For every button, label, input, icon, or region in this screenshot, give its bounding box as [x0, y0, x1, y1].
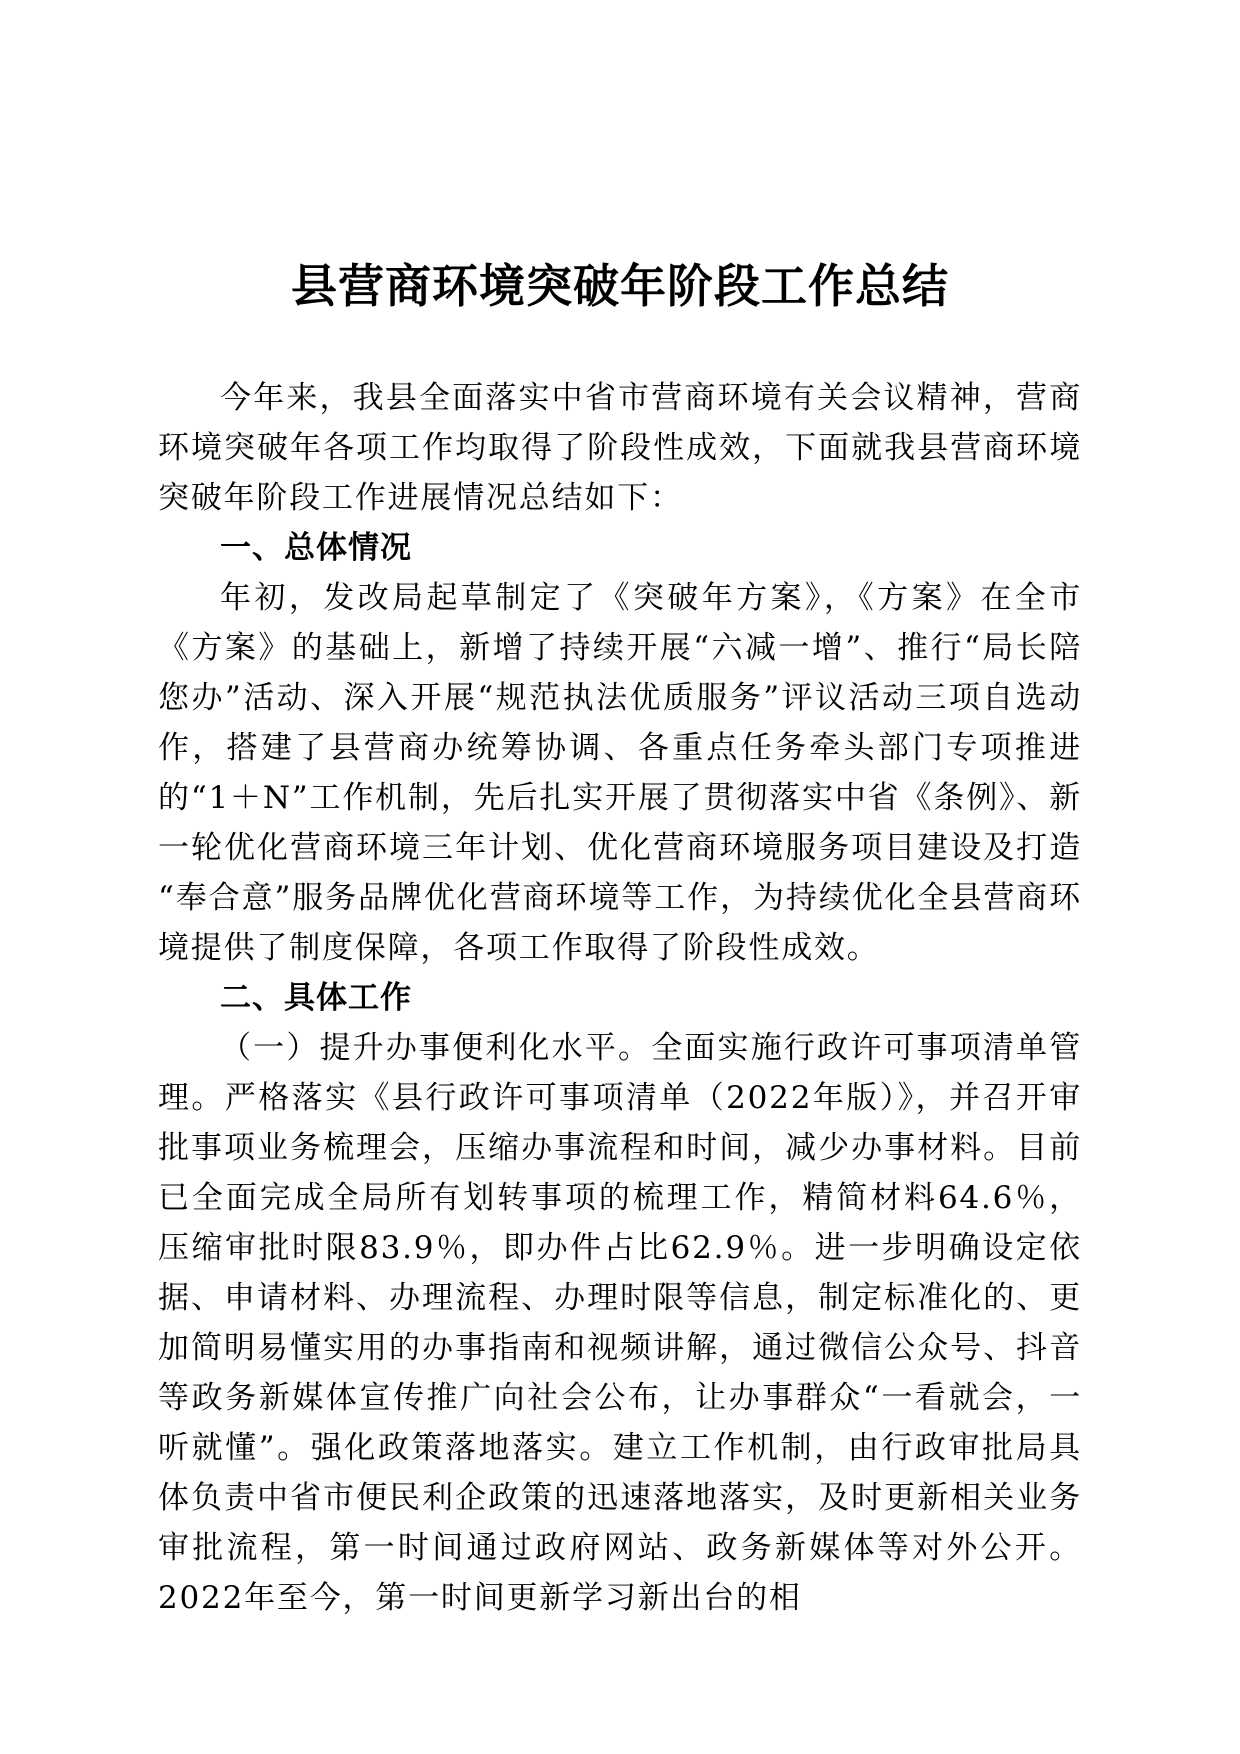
document-title: 县营商环境突破年阶段工作总结: [291, 259, 949, 313]
section-heading-overview: 一、总体情况: [220, 530, 412, 566]
item-lead-convenience: （一）提升办事便利化水平。: [220, 1030, 652, 1066]
section-heading-specific-work: 二、具体工作: [220, 980, 412, 1016]
intro-paragraph: 今年来，我县全面落实中省市营商环境有关会议精神，营商环境突破年各项工作均取得了阶段性成效，下面就我县营商环境突破年阶段工作进展情况总结如下：: [158, 380, 1082, 516]
item-body-convenience: 全面实施行政许可事项清单管理。严格落实《县行政许可事项清单（2022年版）》，并召开审批事项业务梳理会，压缩办事流程和时间，减少办事材料。目前已全面完成全局所有划转事项的梳理工作，精简材料64.6％，压缩审批时限83.9％，即办件占比62.9％。进一步明确设定依据、申请材料、办理流程、办理时限等信息，制定标准化的、更加简明易懂实用的办事指南和视频讲解，通过微信公众号、抖音等政务新媒体宣传推广向社会公布，让办事群众“一看就会，一听就懂”。强化政策落地落实。建立工作机制，由行政审批局具体负责中省市便民利企政策的迅速落地落实，及时更新相关业务审批流程，第一时间通过政府网站、政务新媒体等对外公开。2022年至今，第一时间更新学习新出台的相: [158, 1030, 1082, 1616]
document-body: [158, 373, 1082, 1623]
overview-paragraph: 年初，发改局起草制定了《突破年方案》，《方案》在全市《方案》的基础上，新增了持续开展“六减一增”、推行“局长陪您办”活动、深入开展“规范执法优质服务”评议活动三项自选动作，搭建了县营商办统筹协调、各重点任务牵头部门专项推进的“1＋N”工作机制，先后扎实开展了贯彻落实中省《条例》、新一轮优化营商环境三年计划、优化营商环境服务项目建设及打造 “奉合意”服务品牌优化营商环境等工作，为持续优化全县营商环境提供了制度保障，各项工作取得了阶段性成效。: [158, 580, 1082, 966]
specific-work-paragraph: [158, 1023, 1082, 1623]
